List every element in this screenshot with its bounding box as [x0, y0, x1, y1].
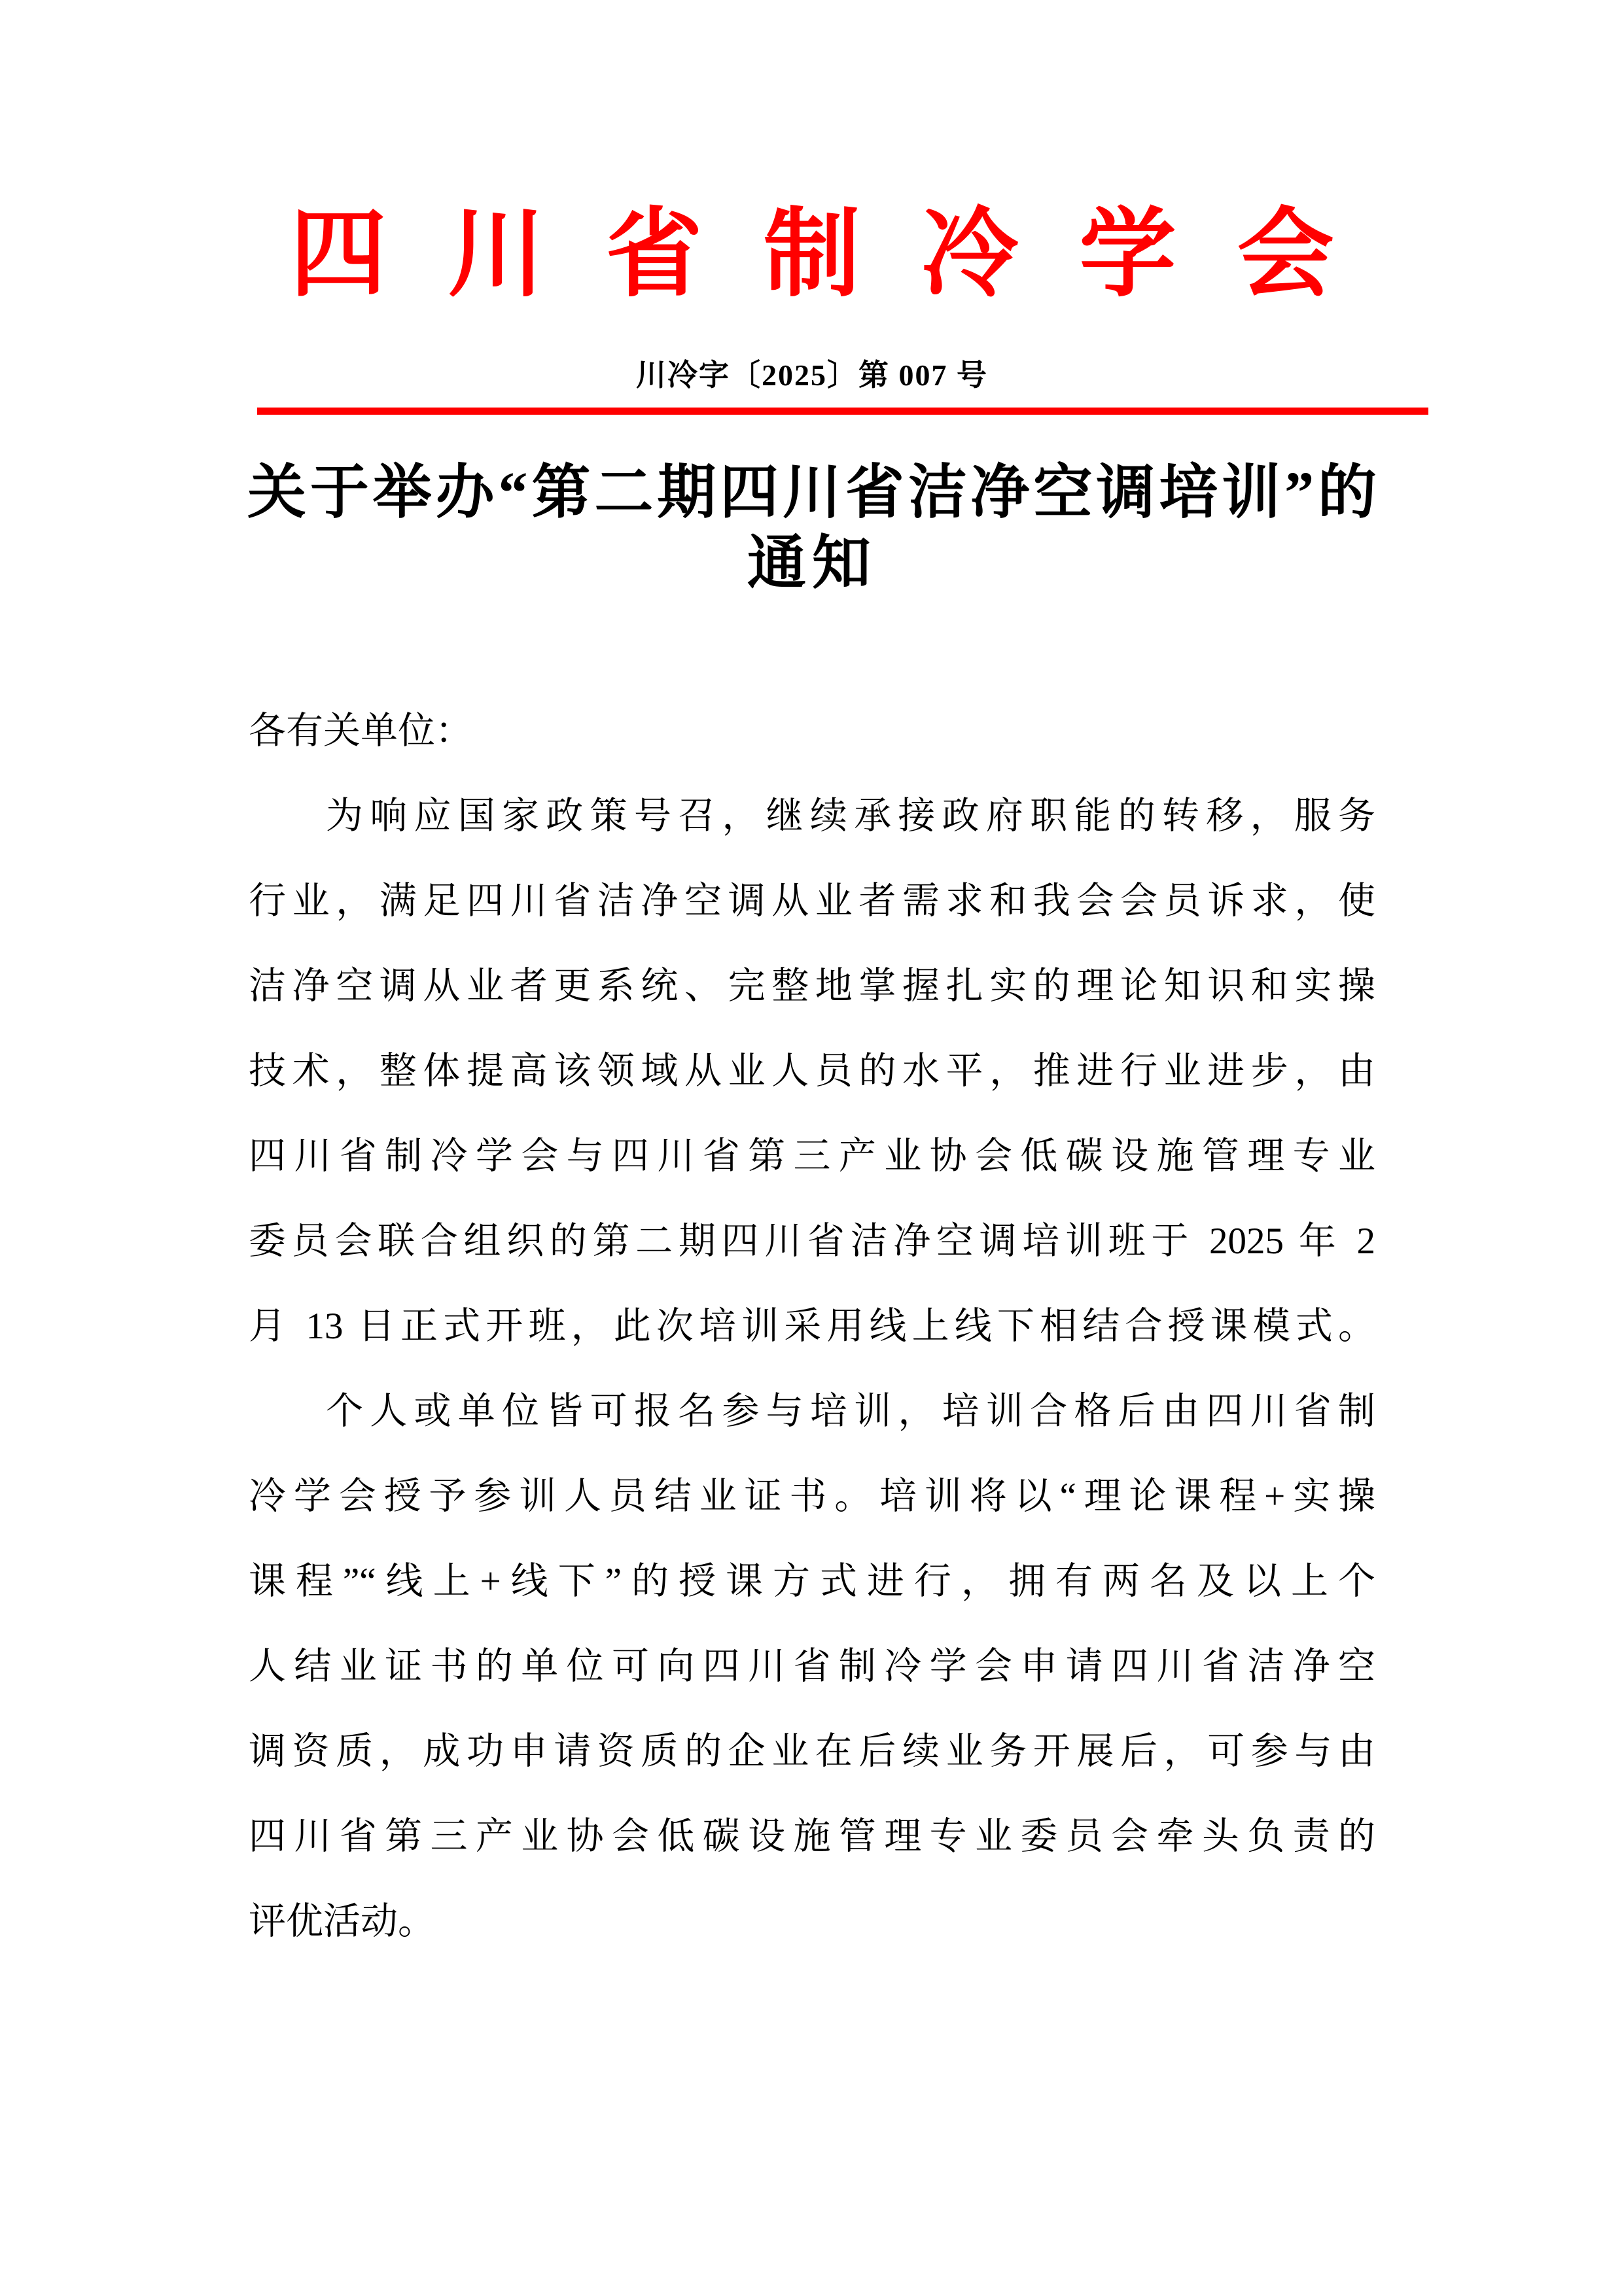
- body-line: 四川省制冷学会与四川省第三产业协会低碳设施管理专业: [249, 1136, 1375, 1177]
- body-line: 月 13 日正式开班，此次培训采用线上线下相结合授课模式。: [249, 1306, 1375, 1347]
- notice-title: [247, 458, 1377, 599]
- body-line: 个人或单位皆可报名参与培训，培训合格后由四川省制: [326, 1391, 1375, 1432]
- body-line: 行业，满足四川省洁净空调从业者需求和我会会员诉求，使: [249, 880, 1375, 922]
- org-masthead-title: 四川省制冷学会: [290, 201, 1395, 309]
- body-line: 委员会联合组织的第二期四川省洁净空调培训班于 2025 年 2: [249, 1221, 1375, 1262]
- body-line: 洁净空调从业者更系统、完整地掌握扎实的理论知识和实操: [249, 965, 1375, 1007]
- salutation-line: 各有关单位：: [249, 710, 472, 752]
- notice-title-line1: 关于举办“第二期四川省洁净空调培训”的: [247, 461, 1377, 525]
- red-divider-line: [257, 408, 1428, 415]
- body-line: 调资质，成功申请资质的企业在后续业务开展后，可参与由: [249, 1731, 1375, 1772]
- body-line: 冷学会授予参训人员结业证书。培训将以“理论课程+实操: [249, 1476, 1375, 1517]
- doc-reference-number: 川冷字〔2025〕第 007 号: [636, 358, 988, 392]
- body-line: 四川省第三产业协会低碳设施管理专业委员会牵头负责的: [249, 1816, 1375, 1857]
- document-body: [249, 689, 1375, 1964]
- body-line: 技术，整体提高该领域从业人员的水平，推进行业进步，由: [249, 1051, 1375, 1092]
- body-line: 评优活动。: [249, 1901, 435, 1942]
- body-line: 为响应国家政策号召，继续承接政府职能的转移，服务: [326, 795, 1375, 837]
- body-line: 课程”“线上+线下”的授课方式进行，拥有两名及以上个: [249, 1561, 1375, 1602]
- notice-title-line2: 通知: [747, 531, 877, 596]
- body-line: 人结业证书的单位可向四川省制冷学会申请四川省洁净空: [249, 1646, 1375, 1687]
